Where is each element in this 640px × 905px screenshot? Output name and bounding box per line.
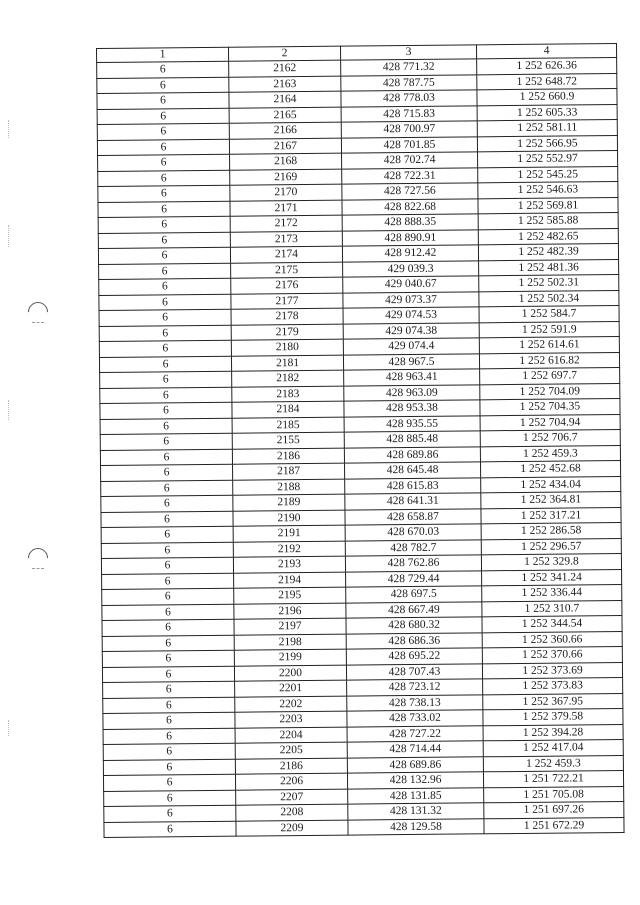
table-cell: 1 252 566.95 <box>477 135 617 152</box>
table-cell: 1 252 616.82 <box>479 352 619 369</box>
table-cell: 428 727.22 <box>347 725 483 742</box>
table-cell: 428 658.87 <box>345 508 481 525</box>
table-cell: 428 912.42 <box>342 245 478 262</box>
table-cell: 428 722.31 <box>342 167 478 184</box>
table-cell: 428 695.22 <box>346 648 482 665</box>
table-cell: 6 <box>101 542 233 559</box>
table-cell: 6 <box>99 340 231 357</box>
table-cell: 2182 <box>232 370 344 387</box>
table-cell: 428 701.85 <box>341 136 477 153</box>
table-cell: 428 727.56 <box>342 183 478 200</box>
column-header: 1 <box>97 47 229 62</box>
table-cell: 2205 <box>235 742 347 759</box>
table-cell: 1 252 336.44 <box>482 584 622 601</box>
table-cell: 6 <box>103 681 235 698</box>
table-cell: 428 645.48 <box>344 462 480 479</box>
table-cell: 428 702.74 <box>342 152 478 169</box>
table-cell: 1 252 648.72 <box>477 73 617 90</box>
table-cell: 2166 <box>229 122 341 139</box>
table-cell: 1 252 360.66 <box>482 631 622 648</box>
table-cell: 428 689.86 <box>347 756 483 773</box>
table-cell: 2176 <box>231 277 343 294</box>
table-cell: 2201 <box>235 680 347 697</box>
table-cell: 6 <box>98 232 230 249</box>
table-cell: 2200 <box>234 665 346 682</box>
table-cell: 6 <box>102 666 234 683</box>
table-cell: 1 252 370.66 <box>482 646 622 663</box>
table-cell: 2209 <box>236 820 348 837</box>
table-cell: 1 252 317.21 <box>481 507 621 524</box>
table-cell: 6 <box>97 92 229 109</box>
table-cell: 6 <box>98 170 230 187</box>
table-cell: 2196 <box>234 603 346 620</box>
margin-mark <box>8 400 9 420</box>
table-cell: 1 252 364.81 <box>481 491 621 508</box>
table-cell: 2190 <box>233 510 345 527</box>
table-cell: 429 074.4 <box>343 338 479 355</box>
table-cell: 6 <box>103 728 235 745</box>
table-cell: 428 131.85 <box>348 787 484 804</box>
coordinates-table <box>96 43 625 838</box>
table-cell: 1 252 373.83 <box>483 677 623 694</box>
table-cell: 6 <box>103 759 235 776</box>
table-cell: 428 707.43 <box>346 663 482 680</box>
table-cell: 1 252 502.34 <box>479 290 619 307</box>
table-cell: 6 <box>100 371 232 388</box>
table-cell: 428 680.32 <box>346 617 482 634</box>
table-cell: 1 252 552.97 <box>478 150 618 167</box>
table-cell: 428 689.86 <box>344 446 480 463</box>
table-cell: 1 252 660.9 <box>477 89 617 106</box>
table-cell: 1 252 329.8 <box>481 553 621 570</box>
table-cell: 2174 <box>230 246 342 263</box>
table-cell: 428 131.32 <box>348 803 484 820</box>
table-cell: 428 641.31 <box>345 493 481 510</box>
table-cell: 2192 <box>233 541 345 558</box>
table-cell: 2170 <box>230 184 342 201</box>
table-cell: 2186 <box>232 448 344 465</box>
table-cell: 2188 <box>233 479 345 496</box>
table-cell: 2187 <box>233 463 345 480</box>
table-cell: 6 <box>104 821 236 838</box>
table-cell: 428 615.83 <box>345 477 481 494</box>
table-cell: 1 252 704.09 <box>480 383 620 400</box>
table-cell: 6 <box>101 511 233 528</box>
punch-hole-mark <box>32 322 44 323</box>
table-cell: 2204 <box>235 727 347 744</box>
table-cell: 428 771.32 <box>341 59 477 76</box>
table-cell: 2203 <box>235 711 347 728</box>
table-cell: 428 888.35 <box>342 214 478 231</box>
table-cell: 6 <box>103 743 235 760</box>
table-cell: 1 252 286.58 <box>481 522 621 539</box>
table-cell: 6 <box>103 697 235 714</box>
table-cell: 2198 <box>234 634 346 651</box>
table-cell: 2169 <box>230 169 342 186</box>
table-cell: 428 700.97 <box>341 121 477 138</box>
table-cell: 6 <box>101 526 233 543</box>
table-cell: 428 953.38 <box>344 400 480 417</box>
table-cell: 6 <box>101 495 233 512</box>
table-cell: 428 670.03 <box>345 524 481 541</box>
table-cell: 2193 <box>233 556 345 573</box>
table-cell: 2167 <box>229 138 341 155</box>
table-cell: 6 <box>98 247 230 264</box>
table-cell: 428 714.44 <box>347 741 483 758</box>
table-cell: 6 <box>97 61 229 78</box>
table-cell: 2206 <box>235 773 347 790</box>
table-cell: 6 <box>99 309 231 326</box>
table-cell: 428 729.44 <box>346 570 482 587</box>
table-cell: 6 <box>98 201 230 218</box>
table-cell: 1 252 344.54 <box>482 615 622 632</box>
table-cell: 1 252 546.63 <box>478 181 618 198</box>
table-cell: 1 252 367.95 <box>483 693 623 710</box>
table-cell: 428 822.68 <box>342 198 478 215</box>
table-cell: 2163 <box>229 76 341 93</box>
table-cell: 2202 <box>235 696 347 713</box>
table-cell: 1 252 704.35 <box>480 398 620 415</box>
table-cell: 428 738.13 <box>347 694 483 711</box>
table-cell: 2184 <box>232 401 344 418</box>
table-cell: 428 787.75 <box>341 74 477 91</box>
table-cell: 1 252 706.7 <box>480 429 620 446</box>
table-cell: 6 <box>104 790 236 807</box>
table-cell: 6 <box>102 588 234 605</box>
table-cell: 2180 <box>231 339 343 356</box>
table-cell: 2195 <box>234 587 346 604</box>
table-cell: 6 <box>100 433 232 450</box>
table-cell: 6 <box>102 635 234 652</box>
table-cell: 429 074.38 <box>343 322 479 339</box>
table-cell: 428 667.49 <box>346 601 482 618</box>
table-cell: 428 723.12 <box>347 679 483 696</box>
column-header: 2 <box>228 46 340 61</box>
table-cell: 6 <box>97 77 229 94</box>
table-cell: 2165 <box>229 107 341 124</box>
table-cell: 1 252 373.69 <box>482 662 622 679</box>
table-cell: 6 <box>97 123 229 140</box>
table-cell: 2172 <box>230 215 342 232</box>
table-cell: 428 715.83 <box>341 105 477 122</box>
table-cell: 2164 <box>229 91 341 108</box>
table-cell: 2185 <box>232 417 344 434</box>
table-cell: 1 252 459.3 <box>483 755 623 772</box>
table-cell: 6 <box>103 774 235 791</box>
table-cell: 1 252 569.81 <box>478 197 618 214</box>
table-cell: 1 252 605.33 <box>477 104 617 121</box>
table-cell: 1 251 697.26 <box>484 801 624 818</box>
table-cell: 2173 <box>230 231 342 248</box>
column-header: 4 <box>476 44 616 59</box>
table-cell: 2191 <box>233 525 345 542</box>
table-cell: 6 <box>99 263 231 280</box>
table-cell: 1 252 585.88 <box>478 212 618 229</box>
table-cell: 428 132.96 <box>347 772 483 789</box>
punch-hole-mark <box>32 568 44 569</box>
table-cell: 428 967.5 <box>343 353 479 370</box>
table-cell: 6 <box>102 650 234 667</box>
table-cell: 6 <box>97 139 229 156</box>
table-cell: 428 782.7 <box>345 539 481 556</box>
table-cell: 2199 <box>234 649 346 666</box>
table-cell: 2155 <box>232 432 344 449</box>
table-cell: 429 040.67 <box>343 276 479 293</box>
table-cell: 6 <box>97 108 229 125</box>
table-cell: 6 <box>99 356 231 373</box>
table-cell: 6 <box>104 805 236 822</box>
table-cell: 6 <box>101 480 233 497</box>
table-cell: 1 251 705.08 <box>484 786 624 803</box>
column-header: 3 <box>340 45 476 60</box>
table-cell: 6 <box>102 573 234 590</box>
table-cell: 1 252 379.58 <box>483 708 623 725</box>
table-cell: 2208 <box>236 804 348 821</box>
table-cell: 1 252 614.61 <box>479 336 619 353</box>
table-cell: 6 <box>103 712 235 729</box>
margin-mark <box>8 720 9 736</box>
table-cell: 2177 <box>231 293 343 310</box>
table-cell: 428 963.41 <box>344 369 480 386</box>
table-cell: 6 <box>99 278 231 295</box>
table-cell: 429 039.3 <box>343 260 479 277</box>
margin-mark <box>8 225 9 247</box>
table-cell: 428 762.86 <box>345 555 481 572</box>
margin-mark <box>8 120 9 138</box>
table-cell: 1 252 502.31 <box>479 274 619 291</box>
table-cell: 428 963.09 <box>344 384 480 401</box>
table-cell: 428 885.48 <box>344 431 480 448</box>
table-cell: 6 <box>101 557 233 574</box>
table-cell: 428 890.91 <box>342 229 478 246</box>
table-cell: 428 778.03 <box>341 90 477 107</box>
table-cell: 6 <box>99 325 231 342</box>
table-cell: 1 252 584.7 <box>479 305 619 322</box>
table-cell: 2179 <box>231 324 343 341</box>
table-cell: 1 252 581.11 <box>477 120 617 137</box>
table-cell: 6 <box>98 216 230 233</box>
table-cell: 6 <box>98 185 230 202</box>
table-cell: 6 <box>102 619 234 636</box>
table-cell: 1 252 482.65 <box>478 228 618 245</box>
table-cell: 2194 <box>234 572 346 589</box>
table-cell: 2175 <box>231 262 343 279</box>
table-cell: 429 073.37 <box>343 291 479 308</box>
table-cell: 2178 <box>231 308 343 325</box>
table-cell: 429 074.53 <box>343 307 479 324</box>
table-cell: 1 252 591.9 <box>479 321 619 338</box>
table-cell: 2189 <box>233 494 345 511</box>
table-cell: 1 252 341.24 <box>482 569 622 586</box>
table-cell: 1 252 310.7 <box>482 600 622 617</box>
table-cell: 6 <box>101 464 233 481</box>
table-cell: 1 251 672.29 <box>484 817 624 834</box>
table-cell: 2181 <box>231 355 343 372</box>
table-cell: 428 686.36 <box>346 632 482 649</box>
table-cell: 6 <box>99 294 231 311</box>
table-cell: 1 252 704.94 <box>480 414 620 431</box>
table-cell: 6 <box>100 402 232 419</box>
table-cell: 1 252 545.25 <box>478 166 618 183</box>
table-cell: 2168 <box>230 153 342 170</box>
table-cell: 2197 <box>234 618 346 635</box>
table-body <box>97 58 624 838</box>
table-cell: 2162 <box>229 60 341 77</box>
table-cell: 428 935.55 <box>344 415 480 432</box>
table-cell: 6 <box>98 154 230 171</box>
table-cell: 1 252 452.68 <box>480 460 620 477</box>
table-cell: 1 252 296.57 <box>481 538 621 555</box>
table-cell: 1 252 434.04 <box>481 476 621 493</box>
table-cell: 428 697.5 <box>346 586 482 603</box>
table-cell: 2186 <box>235 758 347 775</box>
table-cell: 1 252 481.36 <box>479 259 619 276</box>
table-cell: 1 252 394.28 <box>483 724 623 741</box>
table-cell: 1 252 697.7 <box>480 367 620 384</box>
table-cell: 6 <box>100 418 232 435</box>
table-cell: 428 733.02 <box>347 710 483 727</box>
table-cell: 428 129.58 <box>348 818 484 835</box>
table-cell: 1 251 722.21 <box>483 770 623 787</box>
table-cell: 1 252 482.39 <box>478 243 618 260</box>
table-cell: 1 252 417.04 <box>483 739 623 756</box>
table-cell: 2183 <box>232 386 344 403</box>
table-cell: 2171 <box>230 200 342 217</box>
table-cell: 1 252 626.36 <box>477 58 617 75</box>
table-cell: 6 <box>102 604 234 621</box>
table-cell: 6 <box>100 449 232 466</box>
table-cell: 2207 <box>236 789 348 806</box>
table-cell: 1 252 459.3 <box>480 445 620 462</box>
table-cell: 6 <box>100 387 232 404</box>
